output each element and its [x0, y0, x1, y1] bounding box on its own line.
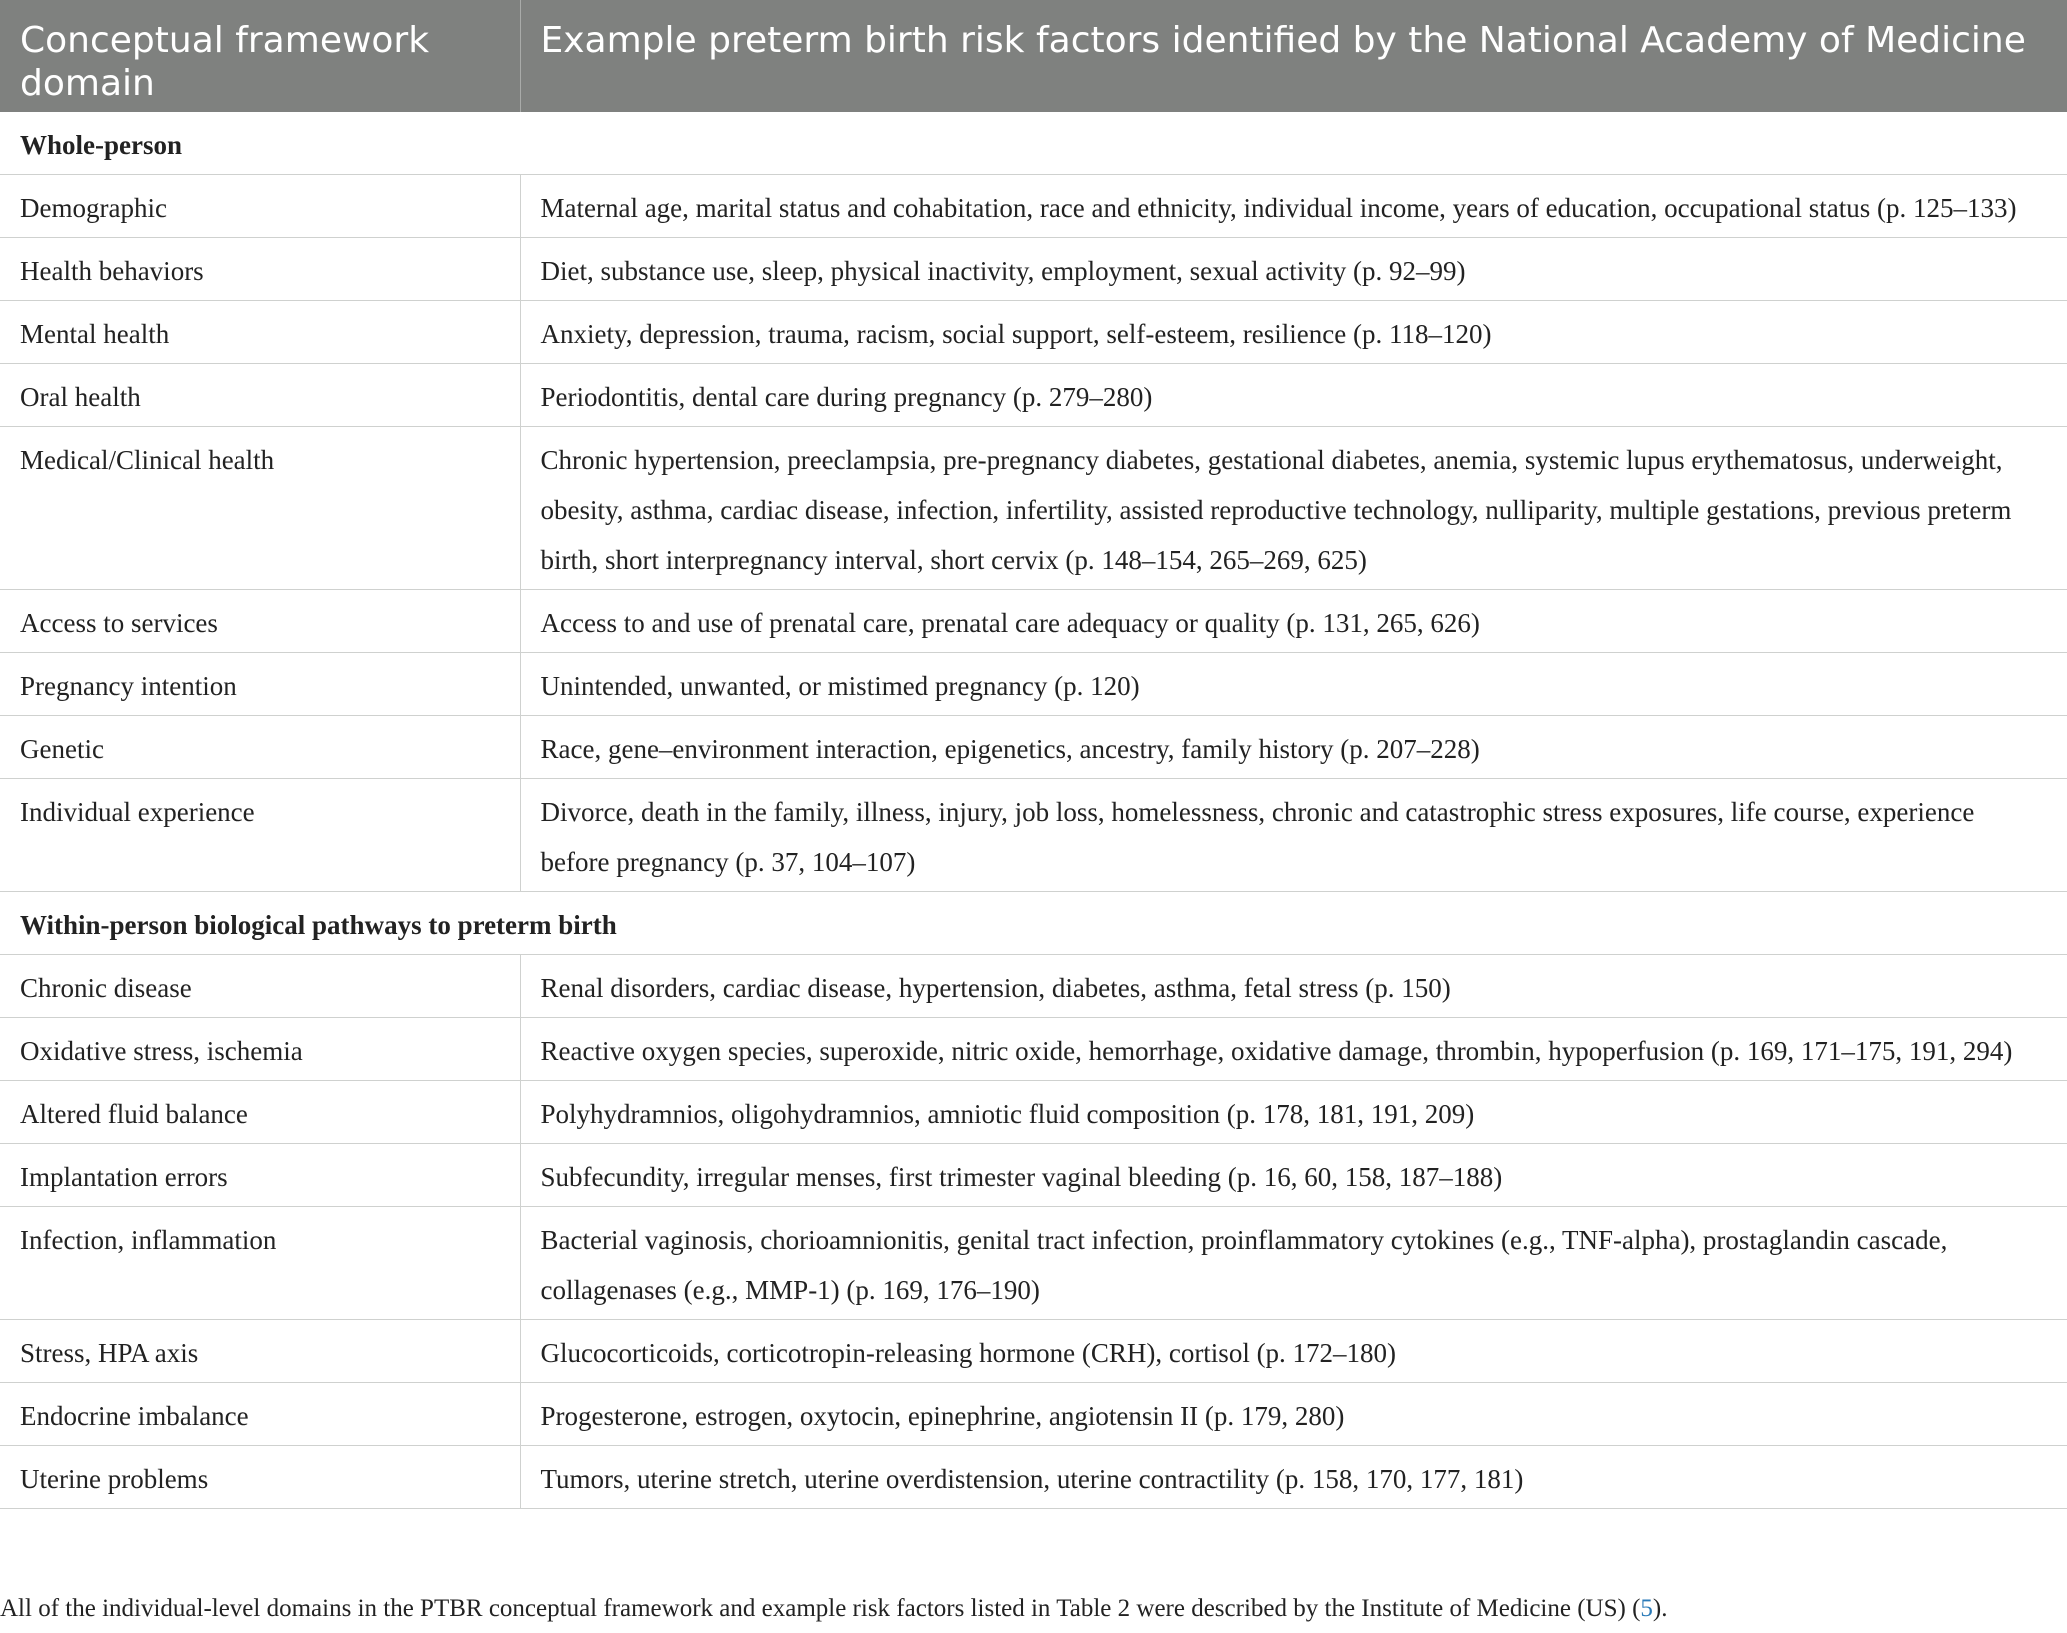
domain-cell: Infection, inflammation: [0, 1207, 520, 1320]
domain-cell: Medical/Clinical health: [0, 427, 520, 590]
domain-cell: Oxidative stress, ischemia: [0, 1018, 520, 1081]
table-row: [0, 1018, 2067, 1081]
table-row: [0, 1207, 2067, 1320]
footnote-text: All of the individual-level domains in the PTBR conceptual framework and example risk factors listed in Table 2 were described by the Institute of Medicine (US) (: [0, 1595, 1641, 1622]
risk-factors-cell: Polyhydramnios, oligohydramnios, amniotic fluid composition (p. 178, 181, 191, 209): [520, 1081, 2067, 1144]
table-footnote: [0, 1592, 2067, 1626]
table-row: [0, 427, 2067, 590]
table-row: [0, 653, 2067, 716]
table-row: [0, 955, 2067, 1018]
domain-cell: Altered fluid balance: [0, 1081, 520, 1144]
domain-cell: Chronic disease: [0, 955, 520, 1018]
domain-cell: Access to services: [0, 590, 520, 653]
risk-factors-cell: Bacterial vaginosis, chorioamnionitis, genital tract infection, proinflammatory cytokines (e.g., TNF-alpha), prostaglandin cascade, collagenases (e.g., MMP-1) (p. 169, 176–190): [520, 1207, 2067, 1320]
domain-cell: Endocrine imbalance: [0, 1383, 520, 1446]
risk-factors-cell: Chronic hypertension, preeclampsia, pre-pregnancy diabetes, gestational diabetes, anemia, systemic lupus erythematosus, underweight, obesity, asthma, cardiac disease, infection, infertility, assisted reproductive technology, nulliparity, multiple gestations, previous preterm birth, short interpregnancy interval, short cervix (p. 148–154, 265–269, 625): [520, 427, 2067, 590]
table-row: [0, 716, 2067, 779]
section-title: Within-person biological pathways to preterm birth: [0, 892, 2067, 955]
risk-factors-cell: Subfecundity, irregular menses, first trimester vaginal bleeding (p. 16, 60, 158, 187–188): [520, 1144, 2067, 1207]
table-header-row: [0, 0, 2067, 112]
domain-cell: Uterine problems: [0, 1446, 520, 1509]
table-row: [0, 1320, 2067, 1383]
domain-cell: Mental health: [0, 301, 520, 364]
footnote-reference-link[interactable]: 5: [1640, 1595, 1653, 1622]
section-row: [0, 112, 2067, 175]
domain-cell: Stress, HPA axis: [0, 1320, 520, 1383]
section-row: [0, 892, 2067, 955]
section-title: Whole-person: [0, 112, 2067, 175]
risk-factors-cell: Diet, substance use, sleep, physical inactivity, employment, sexual activity (p. 92–99): [520, 238, 2067, 301]
table-row: [0, 301, 2067, 364]
footnote-text-end: ).: [1652, 1595, 1668, 1622]
table-row: [0, 779, 2067, 892]
table-body: [0, 112, 2067, 1509]
domain-cell: Implantation errors: [0, 1144, 520, 1207]
risk-factors-cell: Progesterone, estrogen, oxytocin, epinephrine, angiotensin II (p. 179, 280): [520, 1383, 2067, 1446]
table-row: [0, 175, 2067, 238]
domain-cell: Individual experience: [0, 779, 520, 892]
risk-factors-cell: Access to and use of prenatal care, prenatal care adequacy or quality (p. 131, 265, 626): [520, 590, 2067, 653]
risk-factors-cell: Glucocorticoids, corticotropin-releasing hormone (CRH), cortisol (p. 172–180): [520, 1320, 2067, 1383]
table-row: [0, 590, 2067, 653]
domain-cell: Health behaviors: [0, 238, 520, 301]
risk-factors-cell: Reactive oxygen species, superoxide, nitric oxide, hemorrhage, oxidative damage, thrombin, hypoperfusion (p. 169, 171–175, 191, 294): [520, 1018, 2067, 1081]
table-row: [0, 364, 2067, 427]
table-row: [0, 238, 2067, 301]
domain-cell: Pregnancy intention: [0, 653, 520, 716]
risk-factors-cell: Tumors, uterine stretch, uterine overdistension, uterine contractility (p. 158, 170, 177, 181): [520, 1446, 2067, 1509]
risk-factors-cell: Renal disorders, cardiac disease, hypertension, diabetes, asthma, fetal stress (p. 150): [520, 955, 2067, 1018]
domain-cell: Genetic: [0, 716, 520, 779]
domain-cell: Demographic: [0, 175, 520, 238]
header-domain: Conceptual framework domain: [0, 0, 520, 112]
table-row: [0, 1446, 2067, 1509]
risk-factors-cell: Race, gene–environment interaction, epigenetics, ancestry, family history (p. 207–228): [520, 716, 2067, 779]
header-risk-factors: Example preterm birth risk factors identified by the National Academy of Medicine: [520, 0, 2067, 112]
risk-factors-cell: Anxiety, depression, trauma, racism, social support, self-esteem, resilience (p. 118–120): [520, 301, 2067, 364]
risk-factors-cell: Periodontitis, dental care during pregnancy (p. 279–280): [520, 364, 2067, 427]
risk-factors-cell: Maternal age, marital status and cohabitation, race and ethnicity, individual income, years of education, occupational status (p. 125–133): [520, 175, 2067, 238]
risk-factors-cell: Unintended, unwanted, or mistimed pregnancy (p. 120): [520, 653, 2067, 716]
table-row: [0, 1383, 2067, 1446]
risk-factors-cell: Divorce, death in the family, illness, injury, job loss, homelessness, chronic and catastrophic stress exposures, life course, experience before pregnancy (p. 37, 104–107): [520, 779, 2067, 892]
domain-cell: Oral health: [0, 364, 520, 427]
table-row: [0, 1081, 2067, 1144]
table-row: [0, 1144, 2067, 1207]
